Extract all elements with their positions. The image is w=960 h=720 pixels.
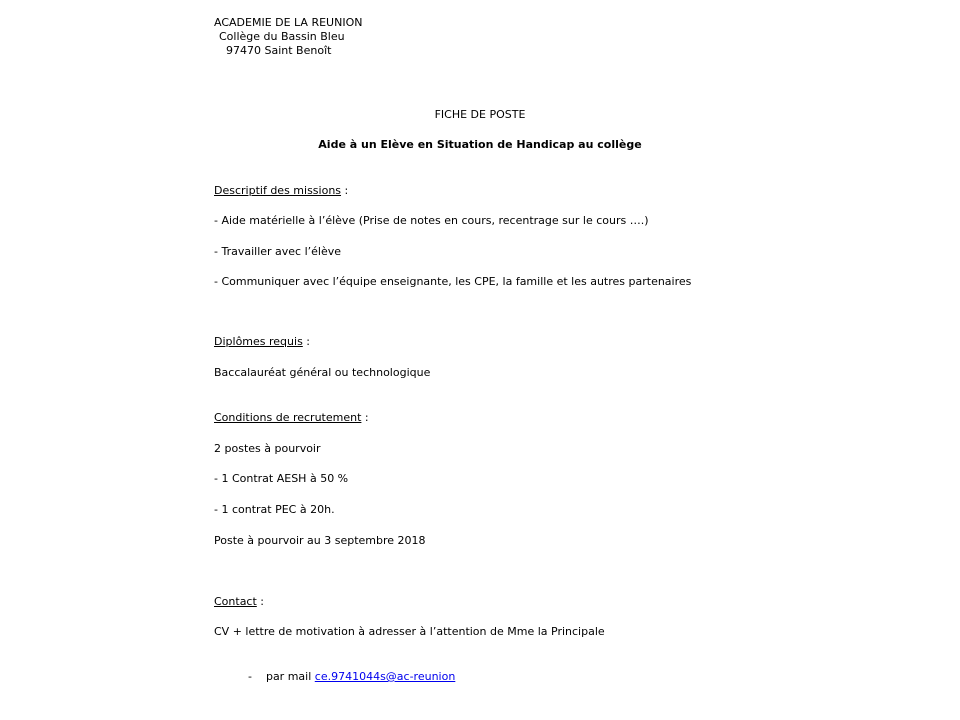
header-academie: ACADEMIE DE LA REUNION <box>214 16 363 29</box>
diplomes-text: Baccalauréat général ou technologique <box>214 366 431 379</box>
missions-colon: : <box>341 184 349 197</box>
contact-text: CV + lettre de motivation à adresser à l’attention de Mme la Principale <box>214 625 605 638</box>
missions-section <box>214 184 348 198</box>
diplomes-colon: : <box>302 335 310 348</box>
mission-item: - Travailler avec l’élève <box>214 245 342 258</box>
conditions-item: - 1 Contrat AESH à 50 % <box>214 472 349 485</box>
document-subtitle: Aide à un Elève en Situation de Handicap au collège <box>318 138 642 151</box>
header-college: Collège du Bassin Bleu <box>219 30 345 43</box>
header-address: 97470 Saint Benoît <box>226 44 332 57</box>
contact-heading: Contact <box>214 595 257 608</box>
mail-prefix: - par mail <box>248 670 315 683</box>
diplomes-heading: Diplômes requis <box>214 335 303 348</box>
conditions-section <box>214 411 369 425</box>
conditions-heading: Conditions de recrutement <box>214 411 362 424</box>
conditions-item: 2 postes à pourvoir <box>214 442 321 455</box>
contact-section <box>214 595 264 609</box>
conditions-item: Poste à pourvoir au 3 septembre 2018 <box>214 534 426 547</box>
document-title: FICHE DE POSTE <box>434 108 526 121</box>
mission-item: - Communiquer avec l’équipe enseignante, les CPE, la famille et les autres partenaires <box>214 275 692 288</box>
missions-heading: Descriptif des missions <box>214 184 342 197</box>
contact-colon: : <box>256 595 264 608</box>
contact-mail-line <box>234 656 455 698</box>
diplomes-section <box>214 335 310 349</box>
conditions-colon: : <box>361 411 369 424</box>
email-link[interactable]: ce.9741044s@ac-reunion <box>314 670 456 683</box>
mission-item: - Aide matérielle à l’élève (Prise de notes en cours, recentrage sur le cours ….) <box>214 214 649 227</box>
conditions-item: - 1 contrat PEC à 20h. <box>214 503 335 516</box>
